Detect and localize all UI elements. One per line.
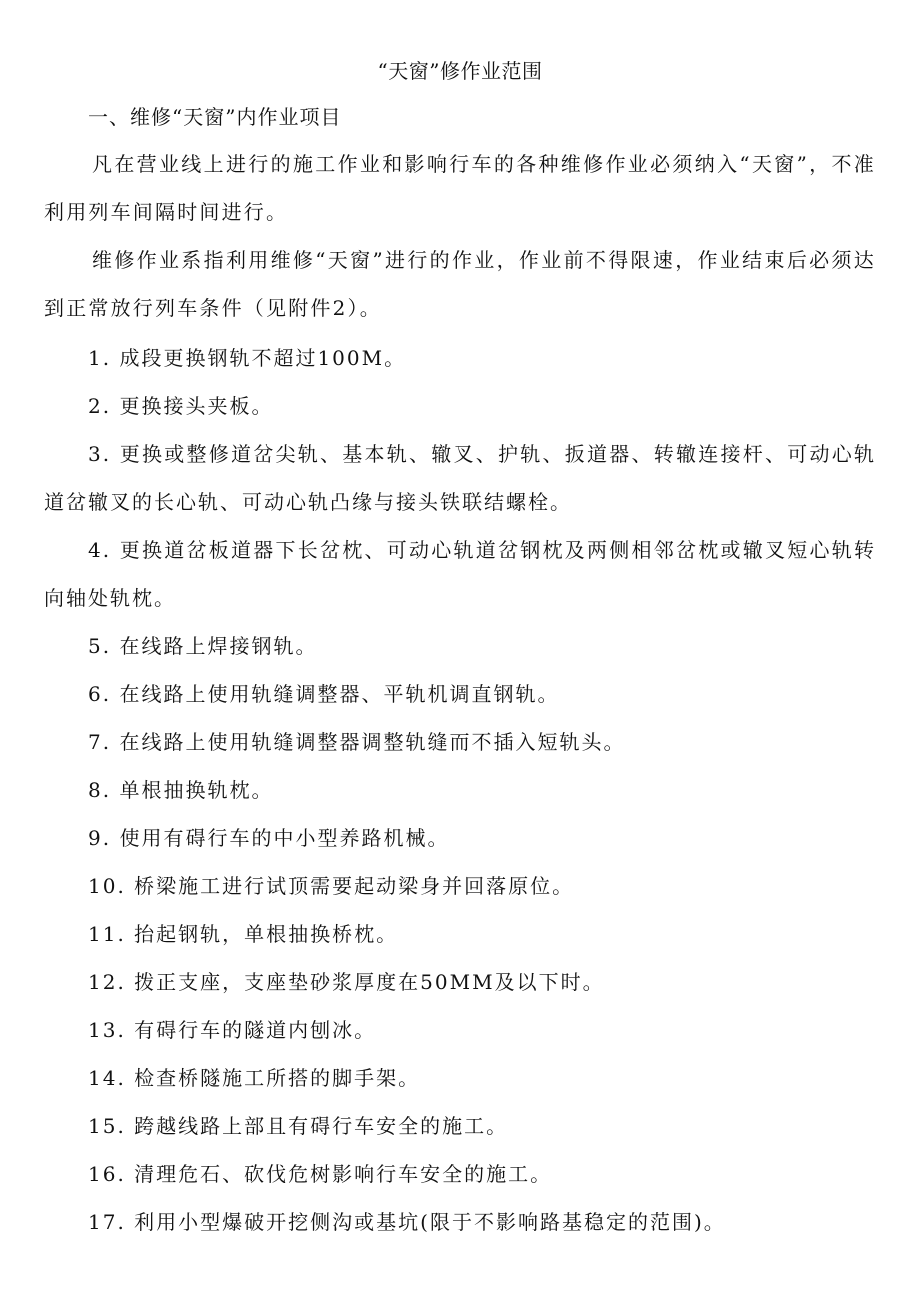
list-item: 7. 在线路上使用轨缝调整器调整轨缝而不插入短轨头。 bbox=[88, 730, 626, 754]
section-heading: 一、维修“天窗”内作业项目 bbox=[88, 105, 342, 129]
list-item: 2. 更换接头夹板。 bbox=[88, 394, 274, 418]
list-item: 8. 单根抽换轨枕。 bbox=[88, 778, 274, 802]
list-item: 5. 在线路上焊接钢轨。 bbox=[88, 634, 318, 658]
list-item: 13. 有碍行车的隧道内刨冰。 bbox=[88, 1018, 377, 1042]
list-item: 11. 抬起钢轨，单根抽换桥枕。 bbox=[88, 922, 399, 946]
page-title: “天窗”修作业范围 bbox=[377, 59, 543, 83]
list-item: 9. 使用有碍行车的中小型养路机械。 bbox=[88, 826, 450, 850]
paragraph: 凡在营业线上进行的施工作业和影响行车的各种维修作业必须纳入“天窗”，不准利用列车间隔时间进行。 bbox=[44, 152, 876, 224]
list-item: 1. 成段更换钢轨不超过100M。 bbox=[88, 346, 407, 370]
list-item: 16. 清理危石、砍伐危树影响行车安全的施工。 bbox=[88, 1162, 553, 1186]
list-item: 15. 跨越线路上部且有碍行车安全的施工。 bbox=[88, 1114, 509, 1138]
list-item: 4. 更换道岔板道器下长岔枕、可动心轨道岔钢枕及两侧相邻岔枕或辙叉短心轨转向轴处轨枕。 bbox=[44, 538, 876, 610]
paragraph: 维修作业系指利用维修“天窗”进行的作业，作业前不得限速，作业结束后必须达到正常放行列车条件（见附件2）。 bbox=[44, 248, 876, 320]
list-item: 12. 拨正支座，支座垫砂浆厚度在50MM及以下时。 bbox=[88, 970, 605, 994]
list-item: 17. 利用小型爆破开挖侧沟或基坑(限于不影响路基稳定的范围)。 bbox=[88, 1210, 726, 1234]
list-item: 10. 桥梁施工进行试顶需要起动梁身并回落原位。 bbox=[88, 874, 575, 898]
list-item: 6. 在线路上使用轨缝调整器、平轨机调直钢轨。 bbox=[88, 682, 560, 706]
list-item: 14. 检查桥隧施工所搭的脚手架。 bbox=[88, 1066, 421, 1090]
work-item-list bbox=[44, 334, 876, 1246]
list-item: 3. 更换或整修道岔尖轨、基本轨、辙叉、护轨、扳道器、转辙连接杆、可动心轨道岔辙叉的长心轨、可动心轨凸缘与接头铁联结螺栓。 bbox=[44, 442, 876, 514]
